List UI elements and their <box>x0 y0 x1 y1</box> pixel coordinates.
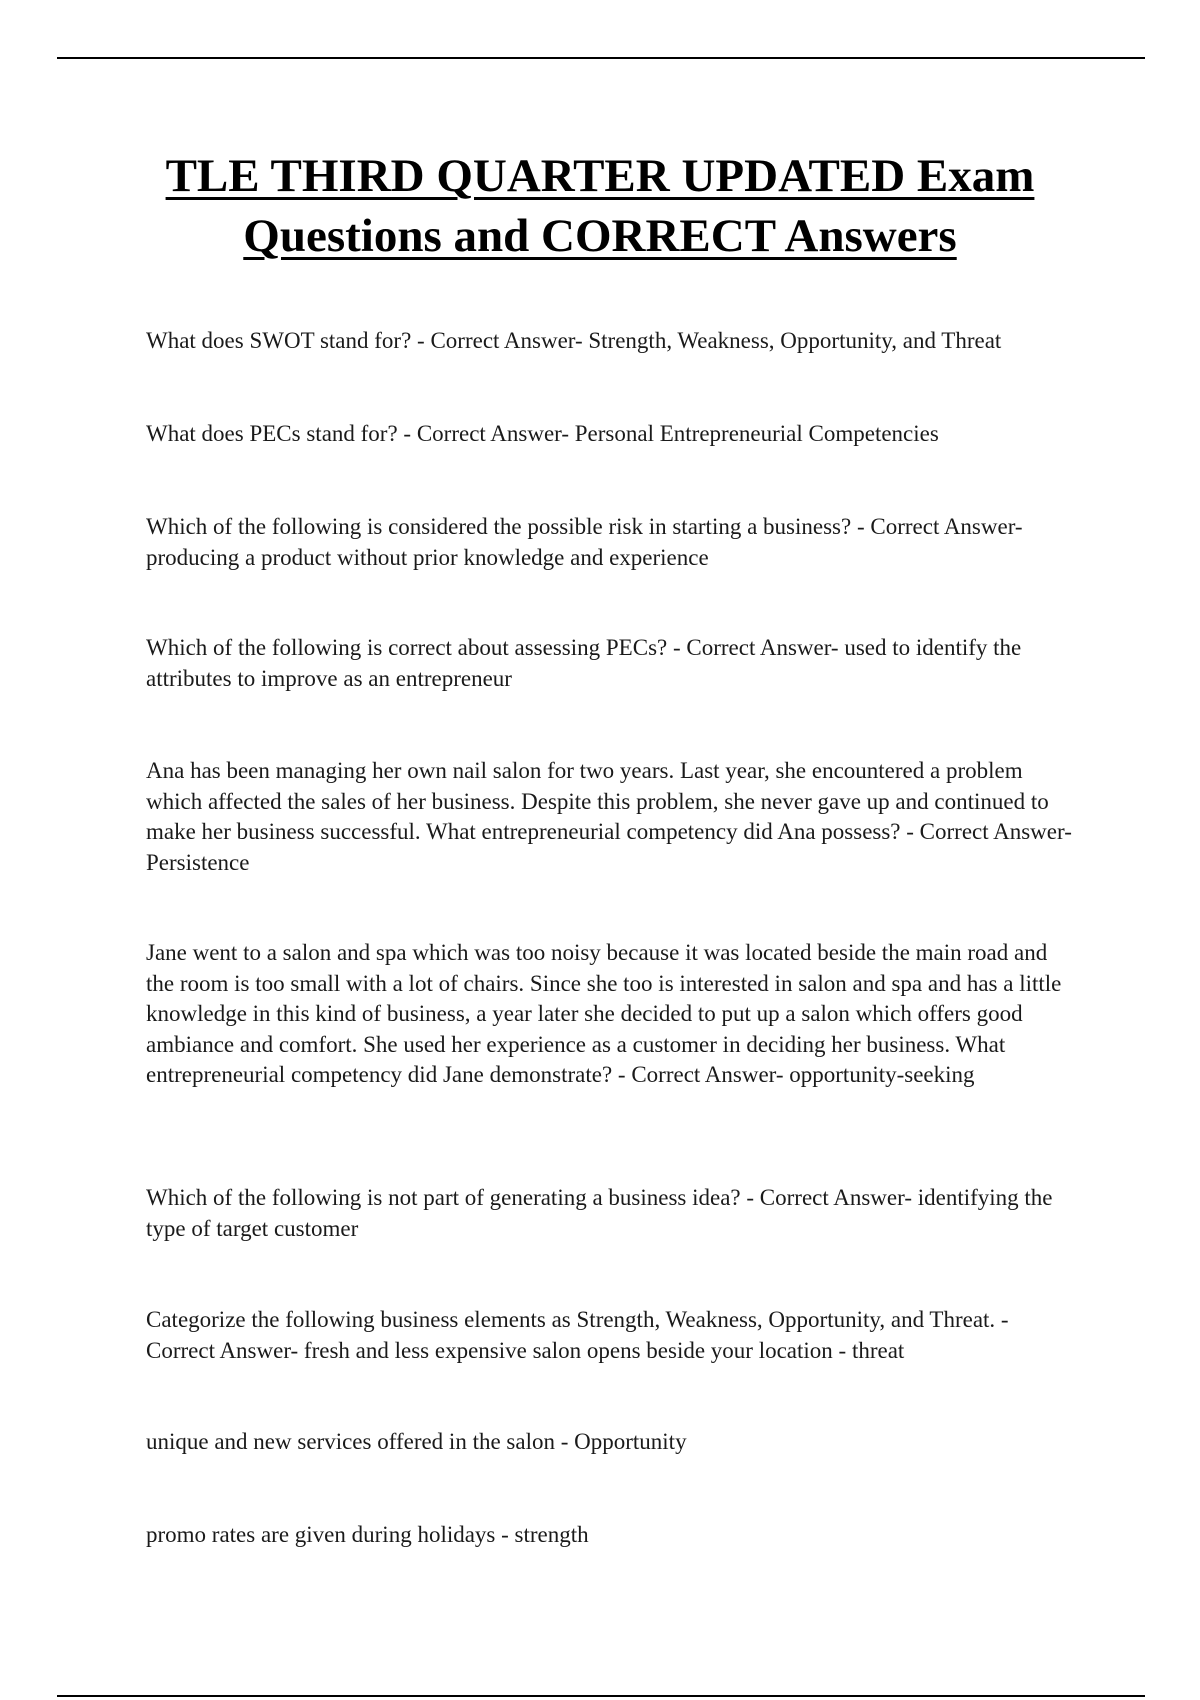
qa-item-3: Which of the following is considered the possible risk in starting a business? - Correct Answer- producing a product without prior knowledge and experience <box>146 514 1023 570</box>
qa-item-9: unique and new services offered in the salon - Opportunity <box>146 1429 687 1454</box>
qa-item-2: What does PECs stand for? - Correct Answer- Personal Entrepreneurial Competencies <box>146 421 939 446</box>
qa-item-10: promo rates are given during holidays - strength <box>146 1522 589 1547</box>
qa-item-4: Which of the following is correct about assessing PECs? - Correct Answer- used to identify the attributes to improve as an entrepreneur <box>146 635 1022 691</box>
qa-item-1: What does SWOT stand for? - Correct Answer- Strength, Weakness, Opportunity, and Threat <box>146 328 1002 353</box>
document-title <box>100 146 1100 266</box>
title-line-2: Questions and CORRECT Answers <box>243 210 957 262</box>
qa-item-7: Which of the following is not part of generating a business idea? - Correct Answer- identifying the type of target customer <box>146 1185 1053 1241</box>
title-line-1: TLE THIRD QUARTER UPDATED Exam <box>165 150 1035 202</box>
qa-item-5: Ana has been managing her own nail salon for two years. Last year, she encountered a problem which affected the sales of her business. Despite this problem, she never gave up and continued to make her business successful. What entrepreneurial competency did Ana possess? - Correct Answer- Persistence <box>146 758 1072 875</box>
qa-item-8: Categorize the following business elements as Strength, Weakness, Opportunity, and Threat. - Correct Answer- fresh and less expensive salon opens beside your location - threat <box>146 1307 1009 1363</box>
bottom-divider <box>57 1695 1145 1697</box>
top-divider <box>57 57 1145 59</box>
qa-item-6: Jane went to a salon and spa which was too noisy because it was located beside the main road and the room is too small with a lot of chairs. Since she too is interested in salon and spa and has a little knowledge in this kind of business, a year later she decided to put up a salon which offers good ambiance and comfort. She used her experience as a customer in deciding her business. What entrepreneurial competency did Jane demonstrate? - Correct Answer- opportunity-seeking <box>146 940 1062 1087</box>
